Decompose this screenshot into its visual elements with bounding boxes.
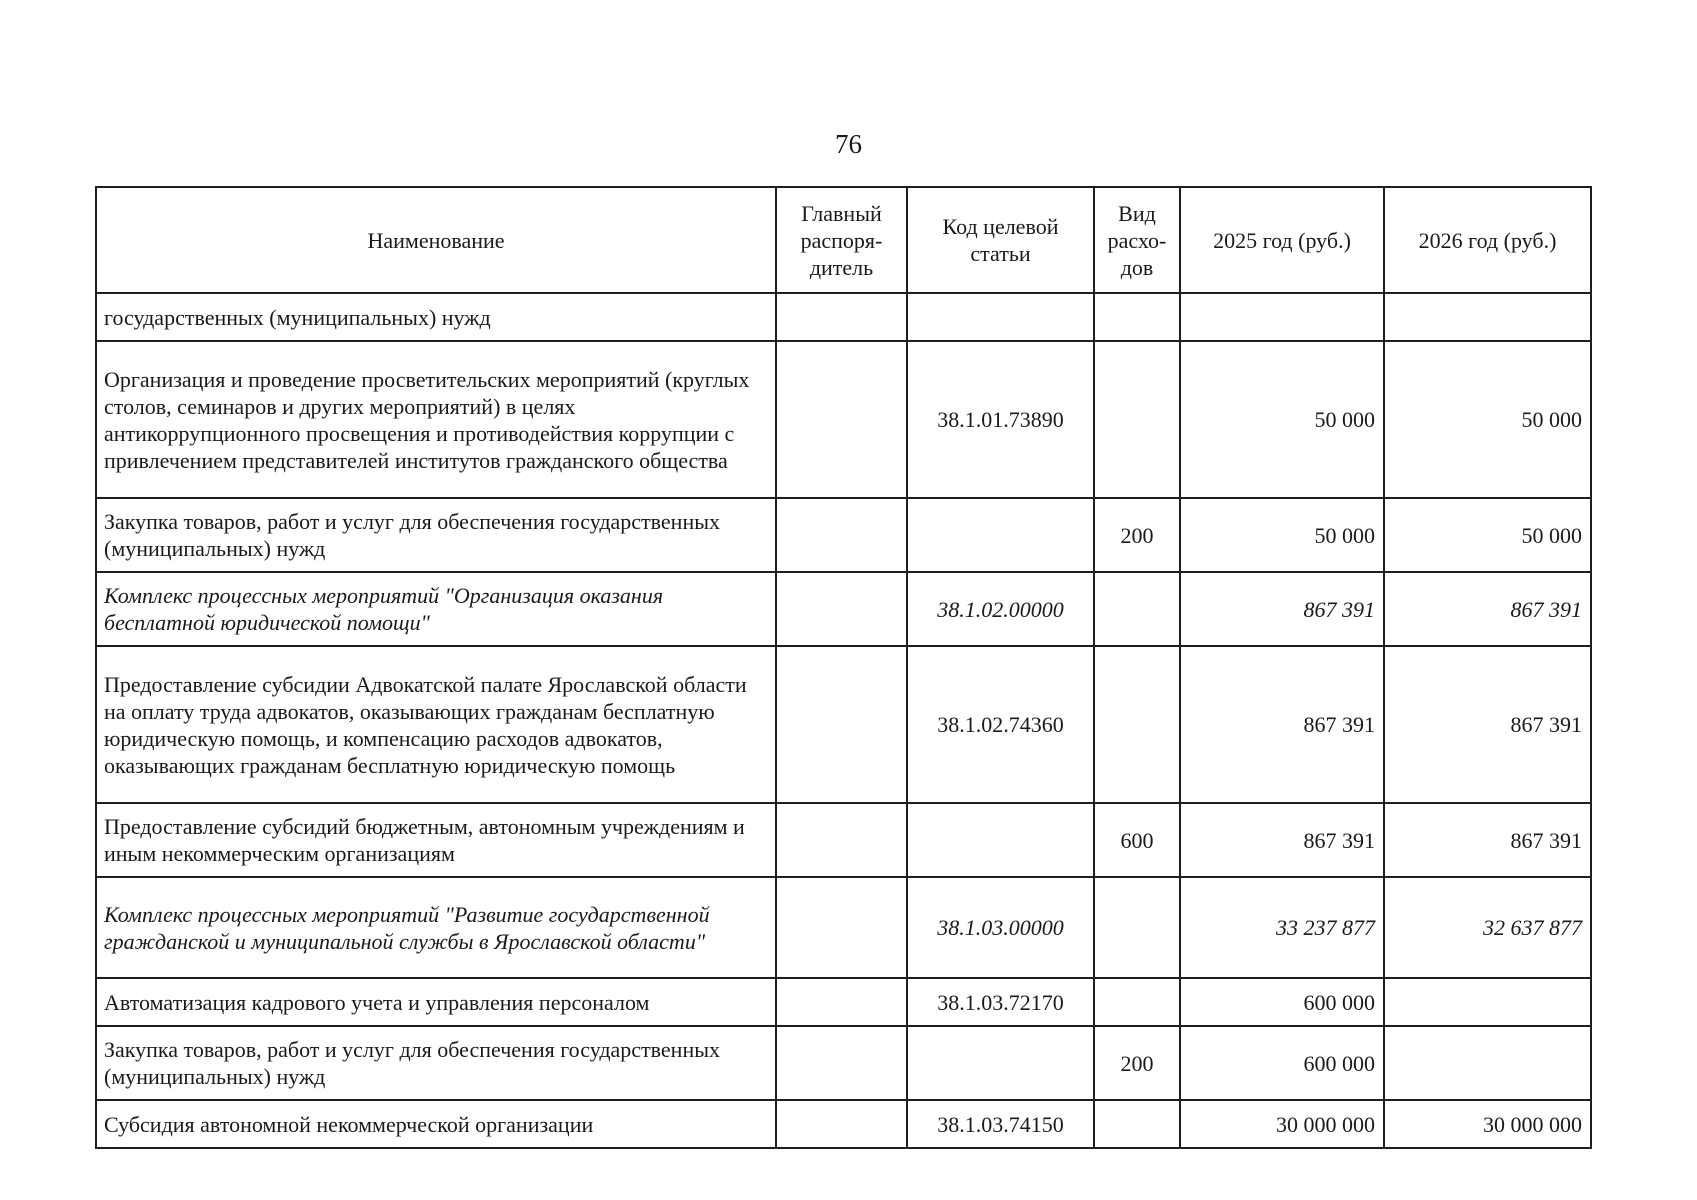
row-2025: 867 391 [1180, 572, 1384, 646]
row-code [907, 498, 1094, 572]
table-row [96, 646, 1591, 803]
row-2025: 600 000 [1180, 978, 1384, 1026]
table-row-program-group [96, 572, 1591, 646]
row-manager [776, 978, 907, 1026]
row-2026 [1384, 1026, 1591, 1100]
header-expense-type: Вид расхо-дов [1094, 187, 1180, 293]
row-expense-type [1094, 646, 1180, 803]
row-2025 [1180, 293, 1384, 341]
row-2026: 867 391 [1384, 646, 1591, 803]
table-row [96, 341, 1591, 498]
row-2026: 30 000 000 [1384, 1100, 1591, 1148]
row-expense-type [1094, 572, 1180, 646]
row-expense-type [1094, 1100, 1180, 1148]
table-row-program-group [96, 877, 1591, 978]
header-2026: 2026 год (руб.) [1384, 187, 1591, 293]
table-row [96, 498, 1591, 572]
row-2026: 50 000 [1384, 498, 1591, 572]
row-2025: 50 000 [1180, 498, 1384, 572]
row-code: 38.1.03.72170 [907, 978, 1094, 1026]
header-2025: 2025 год (руб.) [1180, 187, 1384, 293]
row-expense-type [1094, 293, 1180, 341]
row-name: государственных (муниципальных) нужд [96, 293, 776, 341]
row-name: Комплекс процессных мероприятий "Развитие государственной гражданской и муниципальной службы в Ярославской области" [96, 877, 776, 978]
row-manager [776, 877, 907, 978]
row-name: Предоставление субсидии Адвокатской палате Ярославской области на оплату труда адвокатов, оказывающих гражданам бесплатную юридическую помощь, и компенсацию расходов адвокатов, оказывающих гражданам бесплатную юридическую помощь [96, 646, 776, 803]
row-expense-type [1094, 978, 1180, 1026]
row-manager [776, 341, 907, 498]
row-2025: 33 237 877 [1180, 877, 1384, 978]
row-2025: 50 000 [1180, 341, 1384, 498]
row-2025: 867 391 [1180, 803, 1384, 877]
row-2026 [1384, 293, 1591, 341]
row-manager [776, 646, 907, 803]
row-name: Субсидия автономной некоммерческой организации [96, 1100, 776, 1148]
page-number: 76 [835, 129, 862, 159]
row-code: 38.1.03.74150 [907, 1100, 1094, 1148]
row-2025: 30 000 000 [1180, 1100, 1384, 1148]
row-manager [776, 1100, 907, 1148]
row-2025: 867 391 [1180, 646, 1384, 803]
row-name: Организация и проведение просветительских мероприятий (круглых столов, семинаров и других мероприятий) в целях антикоррупционного просвещения и противодействия коррупции с привлечением представителей институтов гражданского общества [96, 341, 776, 498]
row-2026 [1384, 978, 1591, 1026]
budget-table [95, 186, 1592, 1149]
header-name: Наименование [96, 187, 776, 293]
table-row [96, 803, 1591, 877]
row-manager [776, 498, 907, 572]
row-manager [776, 1026, 907, 1100]
table-row [96, 293, 1591, 341]
row-code: 38.1.02.74360 [907, 646, 1094, 803]
row-code: 38.1.03.00000 [907, 877, 1094, 978]
table-row [96, 1100, 1591, 1148]
row-name: Предоставление субсидий бюджетным, автономным учреждениям и иным некоммерческим организациям [96, 803, 776, 877]
row-code [907, 293, 1094, 341]
row-code [907, 803, 1094, 877]
row-name: Автоматизация кадрового учета и управления персоналом [96, 978, 776, 1026]
row-expense-type: 200 [1094, 498, 1180, 572]
table-row [96, 978, 1591, 1026]
row-2026: 32 637 877 [1384, 877, 1591, 978]
row-expense-type: 600 [1094, 803, 1180, 877]
row-manager [776, 572, 907, 646]
row-code: 38.1.01.73890 [907, 341, 1094, 498]
row-2026: 50 000 [1384, 341, 1591, 498]
header-manager: Главный распоря-дитель [776, 187, 907, 293]
row-expense-type [1094, 877, 1180, 978]
row-2025: 600 000 [1180, 1026, 1384, 1100]
row-manager [776, 803, 907, 877]
table-row [96, 1026, 1591, 1100]
row-expense-type [1094, 341, 1180, 498]
table-header-row [96, 187, 1591, 293]
row-code: 38.1.02.00000 [907, 572, 1094, 646]
row-manager [776, 293, 907, 341]
row-name: Комплекс процессных мероприятий "Организация оказания бесплатной юридической помощи" [96, 572, 776, 646]
row-2026: 867 391 [1384, 572, 1591, 646]
header-code: Код целевой статьи [907, 187, 1094, 293]
row-expense-type: 200 [1094, 1026, 1180, 1100]
row-name: Закупка товаров, работ и услуг для обеспечения государственных (муниципальных) нужд [96, 498, 776, 572]
row-name: Закупка товаров, работ и услуг для обеспечения государственных (муниципальных) нужд [96, 1026, 776, 1100]
row-2026: 867 391 [1384, 803, 1591, 877]
row-code [907, 1026, 1094, 1100]
